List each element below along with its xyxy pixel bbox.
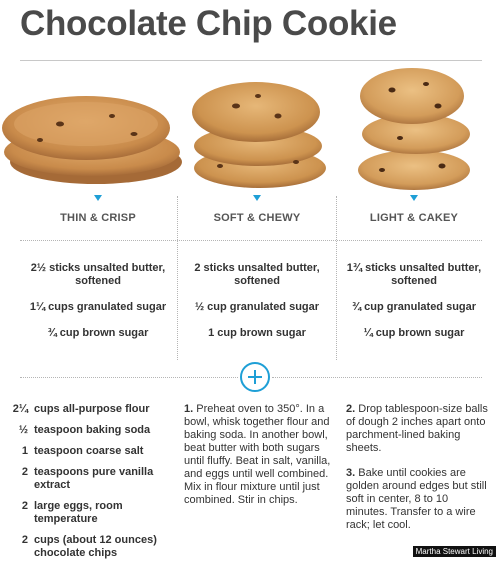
step-number: 3. — [346, 467, 356, 479]
step-number: 1. — [184, 403, 194, 415]
light-cakey-cookie-image — [352, 66, 476, 194]
butter-amount: 2½ sticks unsalted butter, softened — [30, 262, 166, 287]
ingredient-quantity: ½ — [18, 424, 28, 436]
heading-divider — [20, 240, 482, 241]
ingredient-text: cups all-purpose flour — [34, 403, 150, 415]
instructions-column-1 — [184, 403, 334, 519]
ingredient-quantity: 2 — [21, 500, 28, 512]
granulated-sugar-amount: ½ cup granulated sugar — [194, 301, 320, 313]
variation-thin-crisp — [18, 262, 178, 353]
step-number: 2. — [346, 403, 356, 415]
section-divider-left — [20, 377, 238, 378]
ingredient-quantity: 2 — [21, 466, 28, 478]
plus-icon — [240, 362, 270, 392]
list-item — [12, 534, 182, 560]
list-item — [12, 466, 182, 492]
column-heading-thin-crisp: THIN & CRISP — [60, 212, 136, 224]
ingredient-quantity: 2 — [21, 534, 28, 546]
variation-soft-chewy — [177, 262, 337, 353]
source-credit: Martha Stewart Living — [413, 546, 496, 557]
butter-amount: 1¾ sticks unsalted butter, softened — [346, 262, 482, 287]
thin-crisp-cookie-image — [0, 66, 188, 194]
step-1 — [184, 403, 334, 507]
column-heading-light-cakey: LIGHT & CAKEY — [369, 212, 459, 224]
ingredient-text: teaspoon coarse salt — [34, 445, 144, 457]
page-title: Chocolate Chip Cookie — [20, 4, 397, 43]
granulated-sugar-amount: 1¼ cups granulated sugar — [29, 301, 167, 313]
list-item — [12, 500, 182, 526]
soft-chewy-cookie-image — [186, 66, 332, 194]
section-divider-right — [272, 377, 482, 378]
list-item — [12, 445, 182, 458]
column-marker-1 — [94, 195, 102, 201]
granulated-sugar-amount: ¾ cup granulated sugar — [351, 301, 477, 313]
column-marker-3 — [410, 195, 418, 201]
variation-light-cakey — [334, 262, 494, 353]
ingredient-quantity: 2¼ — [12, 403, 28, 415]
step-2 — [346, 403, 490, 455]
ingredient-quantity: 1 — [21, 445, 28, 457]
brown-sugar-amount: ¾ cup brown sugar — [47, 327, 149, 339]
brown-sugar-amount: ¼ cup brown sugar — [363, 327, 465, 339]
list-item — [12, 403, 182, 416]
brown-sugar-amount: 1 cup brown sugar — [208, 327, 306, 339]
column-heading-soft-chewy: SOFT & CHEWY — [213, 212, 301, 224]
step-text: Drop tablespoon-size balls of dough 2 inches apart onto parchment-lined baking sheets. — [346, 403, 488, 454]
ingredient-text: teaspoons pure vanilla extract — [34, 466, 154, 491]
instructions-column-2 — [346, 403, 490, 544]
ingredient-text: teaspoon baking soda — [34, 424, 151, 436]
ingredient-text: cups (about 12 ounces) chocolate chips — [34, 534, 157, 559]
column-marker-2 — [253, 195, 261, 201]
list-item — [12, 424, 182, 437]
step-text: Bake until cookies are golden around edges but still soft in center, 8 to 10 minutes. Transfer to a wire rack; let cool. — [346, 467, 487, 531]
title-divider — [20, 60, 482, 61]
ingredient-text: large eggs, room temperature — [34, 500, 123, 525]
step-text: Preheat oven to 350°. In a bowl, whisk together flour and baking soda. In another bowl, beat butter with both sugars until fluffy. Beat in salt, vanilla, and eggs until well combined. Mix in flour mixture until just combined. Stir in chips. — [184, 403, 331, 506]
butter-amount: 2 sticks unsalted butter, softened — [194, 262, 320, 287]
ingredients-list — [12, 403, 182, 562]
step-3 — [346, 467, 490, 532]
